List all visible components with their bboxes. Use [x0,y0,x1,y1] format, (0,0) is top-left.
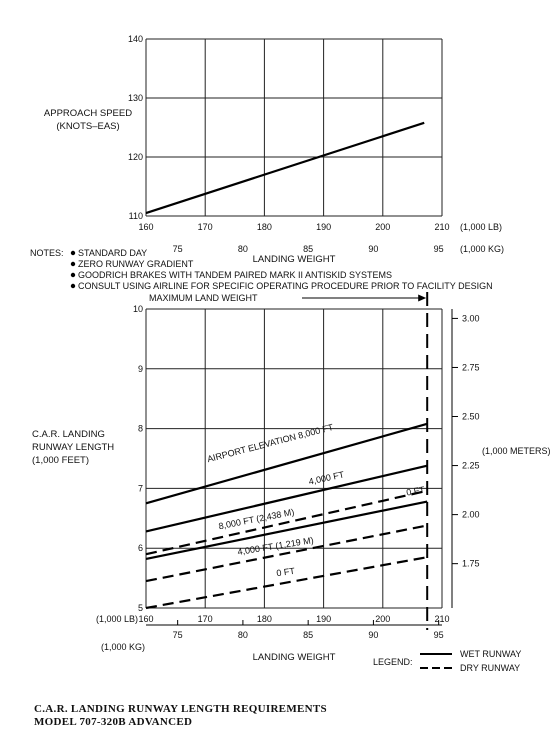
x2-tick-label: 75 [172,244,183,254]
note-bullet [71,284,75,288]
legend-label: WET RUNWAY [460,649,522,659]
x-axis-label: LANDING WEIGHT [252,652,336,663]
note-bullet [71,262,75,266]
x2-tick-label: 80 [237,244,248,254]
x2-tick-label: 95 [433,630,444,640]
x-tick-label: 160 [138,614,154,624]
note-bullet [71,273,75,277]
series-label: 4,000 FT [307,469,346,487]
x2-unit-label: (1,000 KG) [101,642,146,652]
x-tick-label: 170 [197,222,213,232]
y-tick-label: 130 [127,93,143,103]
series-label: 8,000 FT (2,438 M) [217,506,296,532]
series-label: 4,000 FT (1,219 M) [236,535,315,557]
max-land-weight-label: MAXIMUM LAND WEIGHT [149,293,258,303]
x-tick-label: 210 [434,222,450,232]
y-tick-label: 7 [137,483,143,494]
note-bullet [71,251,75,255]
x-unit-label: (1,000 LB) [96,614,139,624]
x-tick-label: 190 [316,222,332,232]
y-tick-label: 110 [128,211,143,221]
x2-unit-label: (1,000 KG) [460,244,505,254]
y-axis-label: C.A.R. LANDING [32,429,105,440]
y-tick-label: 140 [127,34,143,44]
y-tick-label: 120 [127,152,143,162]
y2-axis-label: (1,000 METERS) [482,446,551,456]
y2-tick-label: 1.75 [462,558,480,569]
x-tick-label: 210 [434,614,450,624]
y-axis-label: (1,000 FEET) [32,455,90,466]
x2-tick-label: 90 [368,630,379,640]
legend-label: DRY RUNWAY [460,663,521,673]
series-label: 0 FT [275,565,296,579]
max-land-weight-arrowhead [418,295,426,302]
runway-length-chart [32,292,551,673]
y-axis-label: (KNOTS–EAS) [56,121,120,132]
x2-tick-label: 80 [237,630,248,640]
x-tick-label: 160 [138,222,154,232]
figure-caption-line-1: C.A.R. LANDING RUNWAY LENGTH REQUIREMENTS [34,703,327,715]
x-unit-label: (1,000 LB) [460,222,503,232]
series-label: 0 FT [405,484,426,498]
note-item: ZERO RUNWAY GRADIENT [78,259,194,269]
note-item: GOODRICH BRAKES WITH TANDEM PAIRED MARK II ANTISKID SYSTEMS [78,270,393,280]
legend-title: LEGEND: [373,657,413,667]
x2-tick-label: 85 [303,630,314,640]
approach-speed-chart [44,34,504,265]
x-tick-label: 200 [375,222,391,232]
x-tick-label: 190 [316,614,332,624]
figure-caption-line-2: MODEL 707-320B ADVANCED [34,716,193,728]
note-item: CONSULT USING AIRLINE FOR SPECIFIC OPERATING PROCEDURE PRIOR TO FACILITY DESIGN [78,281,493,291]
x-axis-label: LANDING WEIGHT [252,254,336,265]
notes-header: NOTES: [30,248,64,258]
x-tick-label: 200 [375,614,391,624]
x2-tick-label: 95 [433,244,444,254]
series-label: AIRPORT ELEVATION 8,000 FT [206,421,335,465]
y2-tick-label: 2.75 [462,362,480,373]
x-tick-label: 170 [197,614,213,624]
note-item: STANDARD DAY [78,248,148,258]
y-tick-label: 10 [132,304,143,314]
y-tick-label: 5 [137,603,143,613]
x-tick-label: 180 [256,222,272,232]
y2-tick-label: 3.00 [462,313,480,324]
y-tick-label: 6 [137,543,143,554]
x2-tick-label: 75 [172,630,183,640]
x-tick-label: 180 [256,614,272,624]
y-tick-label: 9 [137,363,143,374]
y-tick-label: 8 [137,423,143,434]
x2-tick-label: 90 [368,244,379,254]
y2-tick-label: 2.00 [462,509,480,520]
y2-tick-label: 2.25 [462,460,480,471]
y-axis-label: RUNWAY LENGTH [32,442,115,453]
dry-line-0-ft [146,557,427,608]
y2-tick-label: 2.50 [462,411,480,422]
y-axis-label: APPROACH SPEED [43,108,133,119]
x2-tick-label: 85 [303,244,314,254]
